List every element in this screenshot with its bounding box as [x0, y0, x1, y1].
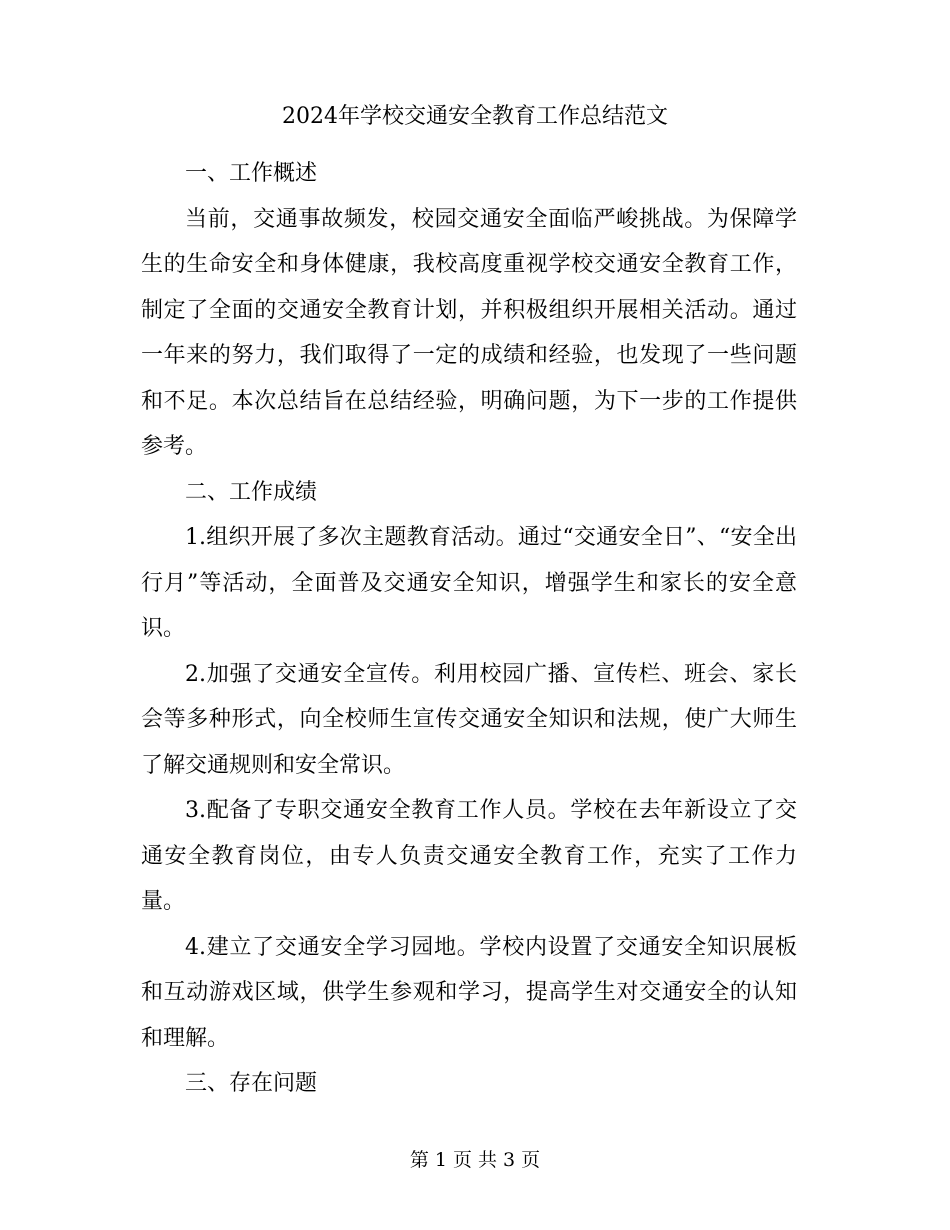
paragraph-overview: 当前，交通事故频发，校园交通安全面临严峻挑战。为保障学生的生命安全和身体健康，我校高度重视学校交通安全教育工作，制定了全面的交通安全教育计划，并积极组织开展相关活动。通过一年来的努力，我们取得了一定的成绩和经验，也发现了一些问题和不足。本次总结旨在总结经验，明确问题，为下一步的工作提供参考。 [141, 206, 797, 459]
document-body [141, 151, 797, 1107]
paragraph-achievement-3: 3.配备了专职交通安全教育工作人员。学校在去年新设立了交通安全教育岗位，由专人负责交通安全教育工作，充实了工作力量。 [141, 798, 797, 914]
section-heading-overview: 一、工作概述 [185, 161, 318, 186]
document-title: 2024年学校交通安全教育工作总结范文 [282, 104, 668, 129]
paragraph-achievement-4: 4.建立了交通安全学习园地。学校内设置了交通安全知识展板和互动游戏区域，供学生参观和学习，提高学生对交通安全的认知和理解。 [141, 934, 797, 1051]
paragraph-achievement-1: 1.组织开展了多次主题教育活动。通过“交通安全日”、“安全出行月”等活动，全面普及交通安全知识，增强学生和家长的安全意识。 [141, 525, 797, 641]
page-number-footer: 第 1 页 共 3 页 [409, 1149, 541, 1171]
section-heading-achievements: 二、工作成绩 [185, 479, 318, 505]
paragraph-achievement-2: 2.加强了交通安全宣传。利用校园广播、宣传栏、班会、家长会等多种形式，向全校师生宣传交通安全知识和法规，使广大师生了解交通规则和安全常识。 [141, 661, 797, 778]
section-heading-problems: 三、存在问题 [185, 1071, 318, 1096]
